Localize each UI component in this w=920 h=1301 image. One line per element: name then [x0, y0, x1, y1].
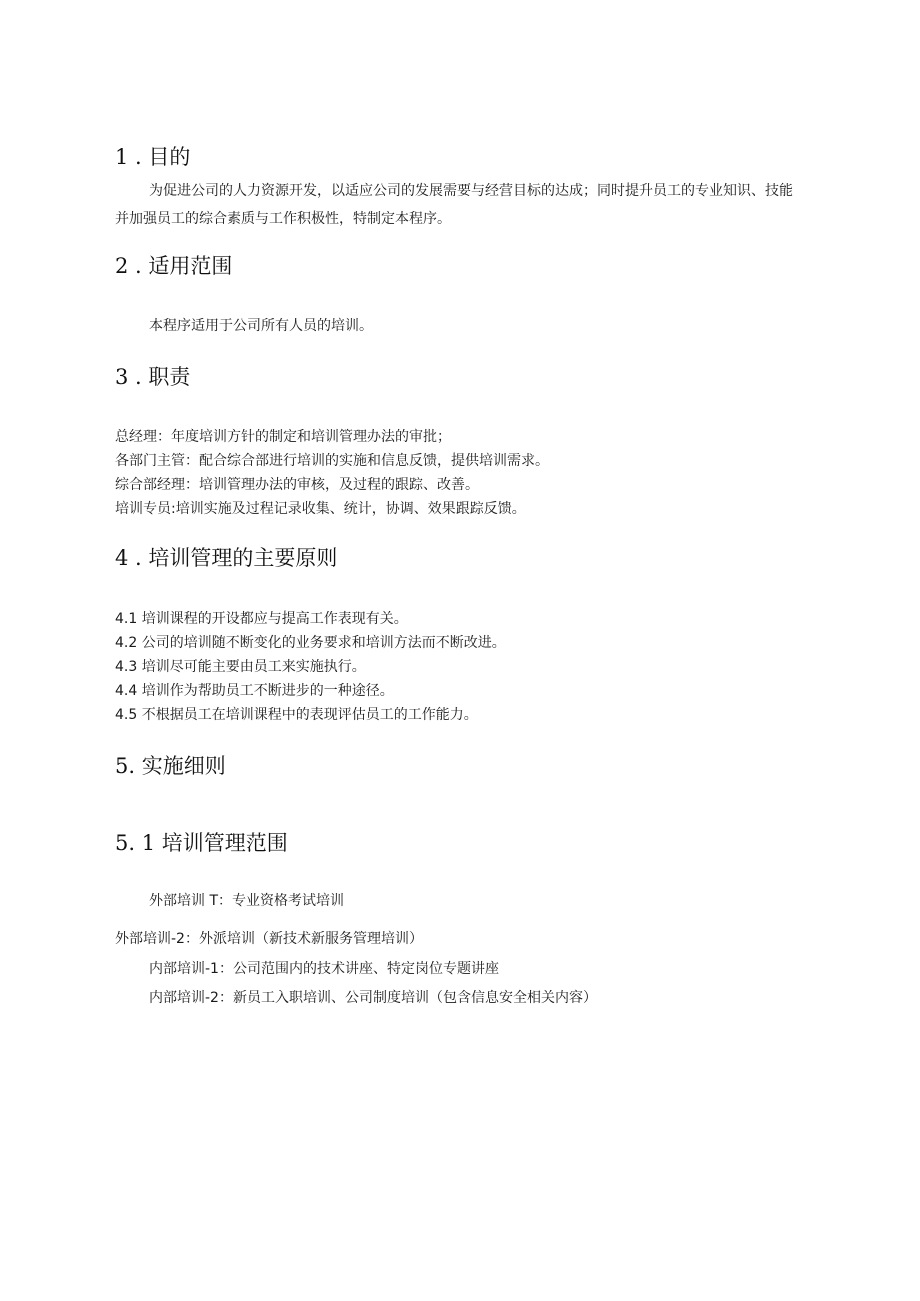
training-scope-item: 外部培训 T：专业资格考试培训 [149, 893, 345, 909]
responsibility-item: 各部门主管：配合综合部进行培训的实施和信息反馈，提供培训需求。 [115, 453, 549, 469]
section-4-title: 4 . 培训管理的主要原则 [115, 546, 338, 570]
section-5-title: 5. 实施细则 [115, 754, 226, 778]
section-5-1-title: 5. 1 培训管理范围 [115, 831, 288, 855]
principle-item: 4.3 培训尽可能主要由员工来实施执行。 [115, 659, 366, 675]
responsibility-item: 总经理：年度培训方针的制定和培训管理办法的审批； [115, 429, 451, 445]
section-2-title: 2 . 适用范围 [115, 254, 233, 278]
principle-item: 4.5 不根据员工在培训课程中的表现评估员工的工作能力。 [115, 707, 478, 723]
principle-item: 4.2 公司的培训随不断变化的业务要求和培训方法而不断改进。 [115, 635, 506, 651]
training-scope-item: 内部培训-2：新员工入职培训、公司制度培训（包含信息安全相关内容） [149, 990, 597, 1006]
section-3-title: 3 . 职责 [115, 365, 191, 389]
training-scope-item: 外部培训-2：外派培训（新技术新服务管理培训） [115, 931, 423, 947]
section-1-body: 为促进公司的人力资源开发，以适应公司的发展需要与经营目标的达成；同时提升员工的专业知识、技能并加强员工的综合素质与工作积极性，特制定本程序。 [115, 183, 793, 227]
principle-item: 4.1 培训课程的开设都应与提高工作表现有关。 [115, 611, 408, 627]
responsibility-item: 培训专员:培训实施及过程记录收集、统计，协调、效果跟踪反馈。 [115, 501, 526, 517]
training-scope-item: 内部培训-1：公司范围内的技术讲座、特定岗位专题讲座 [149, 961, 499, 977]
responsibility-item: 综合部经理：培训管理办法的审核，及过程的跟踪、改善。 [115, 477, 479, 493]
section-2-body: 本程序适用于公司所有人员的培训。 [149, 318, 373, 334]
principle-item: 4.4 培训作为帮助员工不断进步的一种途径。 [115, 683, 394, 699]
section-1-title: 1 . 目的 [115, 145, 191, 169]
